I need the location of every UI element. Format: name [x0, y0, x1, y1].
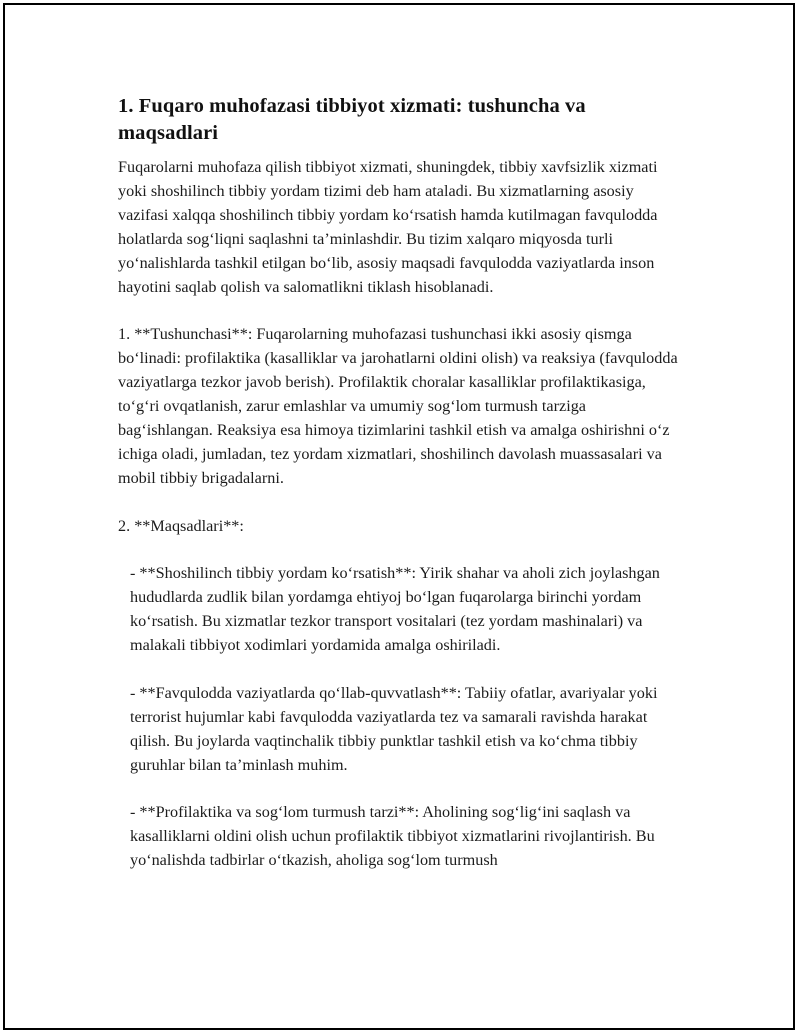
paragraph-spacer — [118, 658, 684, 682]
section-heading: 1. Fuqaro muhofazasi tibbiyot xizmati: tushuncha va maqsadlari — [118, 95, 586, 144]
goal-item-emergency-support: - **Favqulodda vaziyatlarda qo‘llab-quvvatlash**: Tabiiy ofatlar, avariyalar yoki terrorist hujumlar kabi favqulodda vaziyatlarda tez va samarali ravishda harakat qilish. Bu joylarda vaqtinchalik tibbiy punktlar tashkil etish va ko‘chma tibbiy guruhlar bilan ta’minlash muhim. — [130, 683, 658, 774]
goals-heading: 2. **Maqsadlari**: — [118, 516, 244, 535]
goal-item-prevention: - **Profilaktika va sog‘lom turmush tarzi**: Aholining sog‘lig‘ini saqlash va kasalliklarni oldini olish uchun profilaktik tibbiyot xizmatlarini rivojlantirish. Bu yo‘nalishda tadbirlar o‘tkazish, aholiga sog‘lom turmush — [130, 803, 655, 870]
intro-paragraph: Fuqarolarni muhofaza qilish tibbiyot xizmati, shuningdek, tibbiy xavfsizlik xizmati yoki shoshilinch tibbiy yordam tizimi deb ham ataladi. Bu xizmatlarning asosiy vazifasi xalqqa shoshilinch tibbiy yordam ko‘rsatish hamda kutilmagan favqulodda holatlarda sog‘liqni saqlashni ta’minlashdir. Bu tizim xalqaro miqyosda turli yo‘nalishlarda tashkil etilgan bo‘lib, asosiy maqsadi favqulodda vaziyatlarda inson hayotini saqlab qolish va salomatlikni tiklash hisoblanadi. — [118, 158, 658, 296]
paragraph-spacer — [118, 491, 684, 515]
goal-item-emergency-aid: - **Shoshilinch tibbiy yordam ko‘rsatish**: Yirik shahar va aholi zich joylashgan hududlarda zudlik bilan yordamga ehtiyoj bo‘lgan fuqarolarga birinchi yordam ko‘rsatish. Bu xizmatlar tezkor transport vositalari (tez yordam mashinalari) va malakali tibbiyot xodimlari yordamida amalga oshiriladi. — [130, 564, 660, 655]
paragraph-spacer — [118, 538, 684, 562]
paragraph-spacer — [118, 778, 684, 802]
concept-paragraph: 1. **Tushunchasi**: Fuqarolarning muhofazasi tushunchasi ikki asosiy qismga bo‘linadi: profilaktika (kasalliklar va jarohatlarni oldini olish) va reaksiya (favqulodda vaziyatlarga tezkor javob berish). Profilaktik choralar kasalliklar profilaktikasiga, to‘g‘ri ovqatlanish, zarur emlashlar va umumiy sog‘lom turmush tarziga bag‘ishlangan. Reaksiya esa himoya tizimlarini tashkil etish va amalga oshirishni o‘z ichiga oladi, jumladan, tez yordam xizmatlari, shoshilinch davolash muassasalari va mobil tibbiy brigadalarni. — [118, 325, 678, 487]
document-body — [118, 93, 684, 873]
paragraph-spacer — [118, 299, 684, 323]
